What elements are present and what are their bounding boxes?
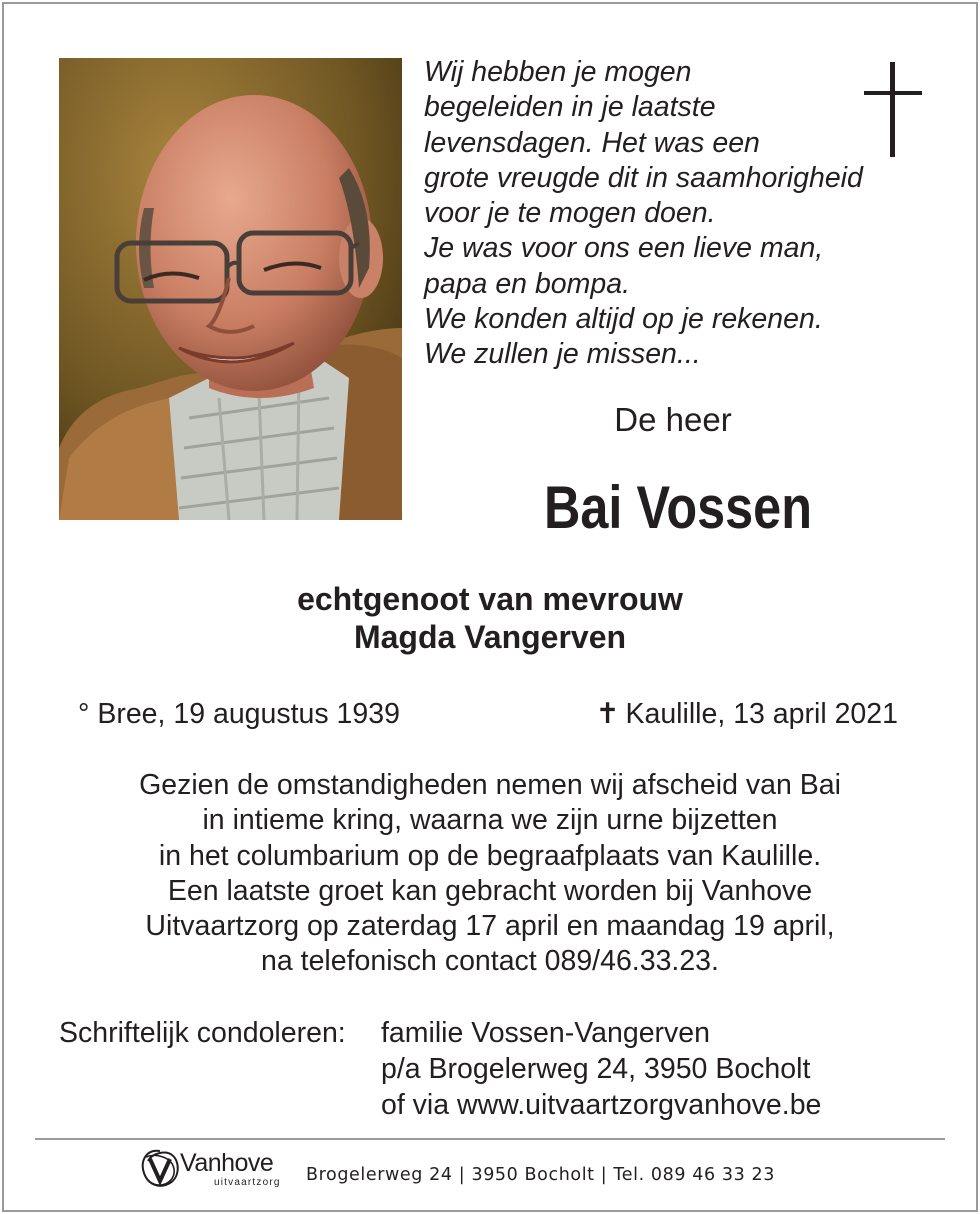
announcement-line: in intieme kring, waarna we zijn urne bijzetten	[202, 804, 778, 837]
footer-address: Brogelerweg 24 | 3950 Bocholt | Tel. 089 46 33 23	[306, 1165, 776, 1185]
spouse-name: Magda Vangerven	[353, 619, 627, 655]
announcement-line: Gezien de omstandigheden nemen wij afscheid van Bai	[139, 769, 841, 801]
death-cross-icon: ✝	[595, 698, 620, 730]
announcement-line: in het columbarium op de begraafplaats van Kaulille.	[158, 839, 822, 872]
condolences-line: familie Vossen-Vangerven	[381, 1017, 710, 1049]
death-date: Kaulille, 13 april 2021	[625, 698, 898, 730]
poem-line: levensdagen. Het was een	[424, 126, 760, 159]
deceased-name: Bai Vossen	[544, 474, 812, 541]
logo-subtitle: uitvaartzorg	[214, 1177, 281, 1188]
poem-line: We zullen je missen...	[424, 338, 701, 371]
condolences-label: Schriftelijk condoleren:	[59, 1017, 346, 1049]
poem-line: voor je te mogen doen.	[424, 197, 716, 230]
poem-line: We konden altijd op je rekenen.	[424, 303, 823, 336]
spouse-block	[0, 580, 980, 656]
poem	[424, 55, 924, 373]
logo-wordmark: Vanhove	[180, 1149, 274, 1177]
poem-line: Wij hebben je mogen	[424, 56, 692, 88]
poem-line: Je was voor ons een lieve man,	[424, 232, 824, 265]
birth-date: ° Bree, 19 augustus 1939	[78, 698, 400, 730]
portrait-photo	[59, 58, 402, 520]
condolences-website: of via www.uitvaartzorgvanhove.be	[381, 1089, 822, 1121]
condolences-address	[381, 1015, 821, 1123]
poem-line: grote vreugde dit in saamhorigheid	[424, 161, 863, 194]
footer	[0, 1145, 980, 1195]
spouse-intro: echtgenoot van mevrouw	[297, 581, 683, 617]
death-date-group	[596, 697, 898, 731]
latin-cross-icon	[864, 62, 922, 157]
honorific: De heer	[614, 401, 732, 438]
announcement-line: Een laatste groet kan gebracht worden bij Vanhove	[167, 874, 813, 907]
announcement-line: Uitvaartzorg op zaterdag 17 april en maandag 19 april,	[145, 910, 835, 943]
vanhove-v-logo-icon	[138, 1147, 182, 1191]
poem-line: papa en bompa.	[424, 267, 630, 300]
vanhove-logo	[138, 1147, 298, 1191]
footer-divider	[35, 1138, 945, 1140]
announcement-line: na telefonisch contact 089/46.33.23.	[261, 945, 719, 978]
announcement	[0, 768, 980, 980]
condolences-line: p/a Brogelerweg 24, 3950 Bocholt	[381, 1053, 811, 1085]
poem-line: begeleiden in je laatste	[424, 91, 716, 124]
